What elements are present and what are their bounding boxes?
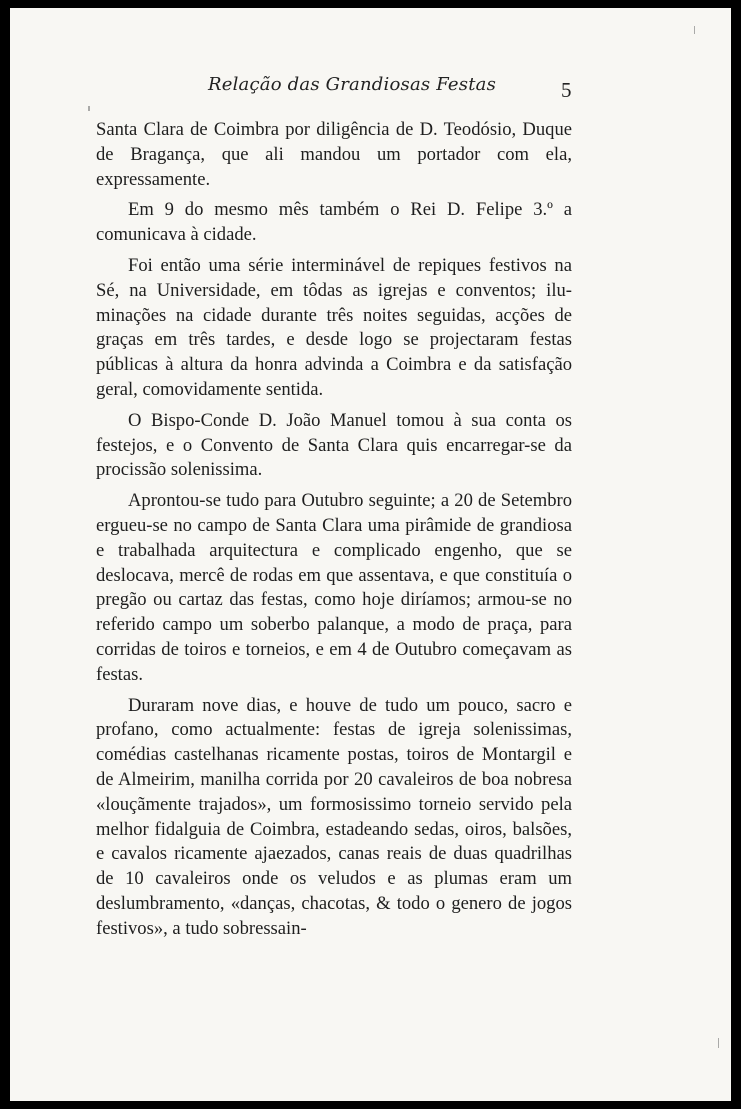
page-number: 5 (561, 78, 572, 102)
running-title: Relação das Grandiosas Festas (208, 74, 497, 95)
paragraph-4: O Bispo-Conde D. João Manuel tomou à sua conta os festejos, e o Convento de Santa Clara quis encarregar-se da procissão solenissima. (96, 409, 572, 481)
paragraph-1: Santa Clara de Coimbra por diligência de D. Teodósio, Duque de Bragança, que ali mandou um portador com ela, expressamente. (96, 119, 572, 190)
paragraph-6: Duraram nove dias, e houve de tudo um pouco, sacro e profano, como actualmente: festas de igreja solenissimas, comédias castelhanas ricamente postas, toiros de Montargil e de Almeirim, manilha corrida por 20 cavaleiros de boa nobresa «louçãmente trajados», um formosissimo torneio servido pela melhor fidalguia de Coimbra, estadeando sedas, oiros, balsões, e cavalos ricamente ajaezados, canas reais de duas quadrilhas de 10 cavaleiros onde os veludos e as plumas eram um deslumbramento, «danças, chacotas, & todo o genero de jogos festivos», a tudo sobressain- (96, 694, 572, 939)
paragraph-2: Em 9 do mesmo mês também o Rei D. Felipe 3.º a comunicava à cidade. (96, 199, 572, 246)
scan-speck (694, 26, 695, 34)
document-page (10, 8, 731, 1101)
paragraph-5: Aprontou-se tudo para Outubro seguinte; a 20 de Setembro ergueu-se no campo de Santa Clara uma pirâmide de grandiosa e trabalhada arquitectura e complicado engenho, que se deslocava, mercê de rodas em que assentava, e que constituía o pregão ou cartaz das festas, como hoje diríamos; armou-se no referido campo um soberbo palanque, a modo de praça, para corridas de toiros e torneios, e em 4 de Outubro começavam as festas. (96, 490, 572, 685)
scan-speck (88, 106, 90, 111)
page-header (10, 74, 731, 104)
scan-speck (718, 1038, 719, 1048)
body-text (96, 118, 572, 948)
paragraph-3: Foi então uma série interminável de repiques festivos na Sé, na Universidade, em tôdas as igrejas e conventos; iluminações na cidade durante três noites seguidas, acções de graças em três tardes, e desde logo se projectaram festas públicas à altura da honra advinda a Coimbra e da satisfação geral, comovidamente sentida. (96, 254, 572, 400)
